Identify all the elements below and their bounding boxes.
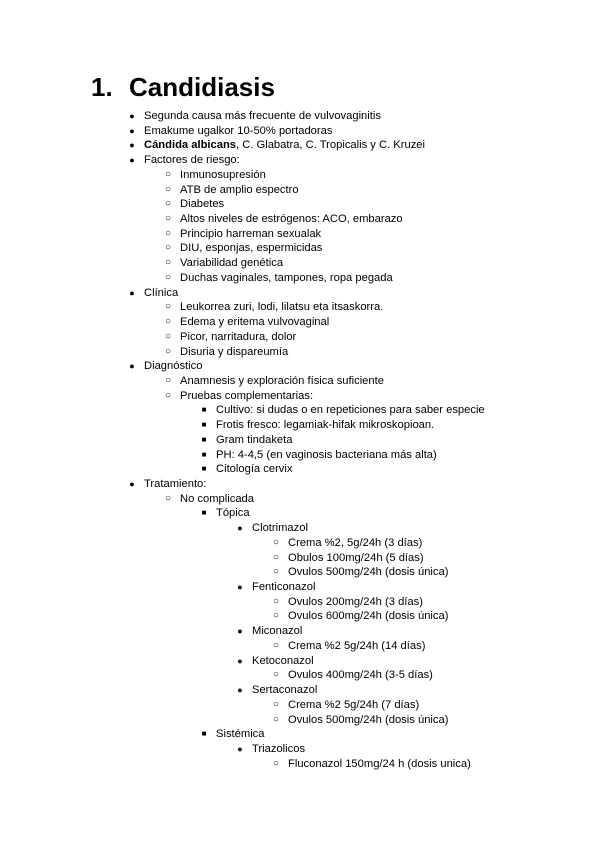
list-item-text: Fenticonazol (252, 581, 316, 594)
square-bullet-icon: ■ (201, 729, 207, 739)
list-item (216, 433, 292, 448)
circle-bullet-icon: ○ (164, 168, 172, 180)
list-item (216, 506, 250, 521)
list-item-text: Anamnesis y exploración física suficiente (180, 374, 384, 387)
list-item-text: Ketoconazol (252, 654, 314, 667)
list-item (288, 595, 423, 610)
list-item (180, 389, 313, 404)
heading-title: Candidiasis (129, 72, 275, 102)
list-item (252, 742, 305, 757)
list-item (288, 565, 448, 580)
list-item (180, 227, 321, 242)
page-title (91, 70, 275, 104)
list-item (216, 448, 437, 463)
disc-bullet-icon: ● (237, 582, 243, 593)
circle-bullet-icon: ○ (272, 757, 280, 769)
circle-bullet-icon: ○ (164, 492, 172, 504)
list-item-text: Crema %2 5g/24h (7 días) (288, 698, 420, 711)
square-bullet-icon: ■ (201, 405, 207, 415)
list-item (288, 757, 471, 772)
list-item (288, 609, 448, 624)
circle-bullet-icon: ○ (164, 389, 172, 401)
square-bullet-icon: ■ (201, 420, 207, 430)
circle-bullet-icon: ○ (164, 330, 172, 342)
disc-bullet-icon: ● (129, 111, 135, 121)
list-item-text: Leukorrea zuri, lodi, lilatsu eta itsaskorra. (180, 301, 384, 314)
list-item-text: Duchas vaginales, tampones, ropa pegada (180, 271, 393, 284)
list-item (216, 727, 265, 742)
disc-bullet-icon: ● (129, 155, 135, 166)
circle-bullet-icon: ○ (164, 316, 172, 328)
list-item (252, 624, 302, 639)
list-item-text: Clotrimazol (252, 522, 308, 535)
list-item-text: Altos niveles de estrógenos: ACO, embarazo (180, 213, 403, 226)
disc-bullet-icon: ● (129, 287, 135, 298)
list-item-text: Ovulos 400mg/24h (3-5 días) (288, 669, 433, 682)
list-item-text: Picor, narritadura, dolor (180, 330, 297, 343)
list-item (288, 713, 448, 728)
list-item (180, 492, 254, 507)
list-item (144, 109, 381, 124)
disc-bullet-icon: ● (129, 125, 135, 136)
list-item-text: Diagnóstico (144, 360, 203, 373)
circle-bullet-icon: ○ (164, 257, 172, 269)
disc-bullet-icon: ● (237, 685, 243, 696)
square-bullet-icon: ■ (201, 464, 207, 474)
list-item (144, 153, 240, 168)
list-item (180, 183, 299, 198)
list-item-text: ATB de amplio espectro (180, 183, 299, 196)
disc-bullet-icon: ● (237, 655, 243, 666)
disc-bullet-icon: ● (129, 361, 135, 372)
circle-bullet-icon: ○ (272, 610, 280, 622)
list-item-text: Triazolicos (252, 742, 306, 755)
list-item (180, 212, 403, 227)
list-item (180, 345, 288, 360)
list-item-text: Disuria y dispareumía (180, 345, 289, 358)
list-item-text: No complicada (180, 492, 254, 505)
list-item-text: Pruebas complementarias: (180, 389, 314, 402)
list-item-text: Clínica (144, 286, 179, 299)
list-item (288, 551, 424, 566)
list-item (252, 580, 315, 595)
list-item-bold-text: Cándida albicans (144, 139, 237, 152)
list-item-text: Citología cervix (216, 463, 293, 476)
list-item (180, 374, 384, 389)
list-item (252, 654, 314, 669)
list-item (288, 668, 433, 683)
list-item-text: Factores de riesgo: (144, 154, 240, 167)
square-bullet-icon: ■ (201, 449, 207, 459)
list-item-text: Diabetes (180, 198, 225, 211)
circle-bullet-icon: ○ (164, 271, 172, 283)
circle-bullet-icon: ○ (272, 639, 280, 651)
list-item-text: , C. Glabatra, C. Tropicalis y C. Kruzei (236, 139, 426, 152)
list-item (144, 477, 206, 492)
list-item (288, 639, 425, 654)
list-item-text: Obulos 100mg/24h (5 días) (288, 551, 424, 564)
list-item (216, 462, 292, 477)
circle-bullet-icon: ○ (164, 183, 172, 195)
list-item-text: Segunda causa más frecuente de vulvovaginitis (144, 110, 381, 122)
list-item-text: Emakume ugalkor 10-50% portadoras (144, 124, 333, 137)
list-item-text: Gram tindaketa (216, 433, 293, 446)
list-item (180, 197, 224, 212)
list-item (252, 683, 317, 698)
square-bullet-icon: ■ (201, 508, 207, 518)
list-item-text: Sertaconazol (252, 684, 318, 697)
list-item-text: Principio harreman sexualak (180, 227, 322, 240)
circle-bullet-icon: ○ (272, 669, 280, 681)
list-item-text: Cultivo: si dudas o en repeticiones para saber especie (216, 404, 485, 417)
list-item (144, 138, 425, 153)
list-item (144, 286, 178, 301)
list-item-text: Ovulos 600mg/24h (dosis única) (288, 610, 449, 623)
list-item-text: Miconazol (252, 625, 303, 638)
circle-bullet-icon: ○ (164, 213, 172, 225)
list-item (144, 124, 332, 139)
disc-bullet-icon: ● (237, 743, 243, 754)
list-item-text: DIU, esponjas, espermicidas (180, 242, 323, 255)
list-item (180, 315, 329, 330)
list-item-text: Inmunosupresión (180, 168, 266, 181)
heading-number: 1. (91, 72, 113, 102)
list-item (252, 521, 308, 536)
list-item (180, 241, 322, 256)
list-item-text: Crema %2, 5g/24h (3 días) (288, 536, 423, 549)
circle-bullet-icon: ○ (272, 536, 280, 548)
list-item-text: Edema y eritema vulvovaginal (180, 316, 330, 329)
list-item-text: Sistémica (216, 728, 265, 741)
disc-bullet-icon: ● (237, 626, 243, 637)
list-item (288, 536, 422, 551)
list-item-text: Tópica (216, 507, 250, 520)
circle-bullet-icon: ○ (272, 698, 280, 710)
list-item (180, 271, 393, 286)
circle-bullet-icon: ○ (272, 595, 280, 607)
disc-bullet-icon: ● (237, 523, 243, 534)
circle-bullet-icon: ○ (272, 551, 280, 563)
list-item-text: Ovulos 200mg/24h (3 días) (288, 595, 423, 608)
list-item (216, 403, 485, 418)
list-item-text: Crema %2 5g/24h (14 días) (288, 639, 426, 652)
list-item-text: Ovulos 500mg/24h (dosis única) (288, 566, 449, 579)
circle-bullet-icon: ○ (272, 566, 280, 578)
list-item (180, 330, 296, 345)
circle-bullet-icon: ○ (164, 242, 172, 254)
list-item-text: Tratamiento: (144, 478, 207, 490)
list-item-text: Ovulos 500mg/24h (dosis única) (288, 713, 449, 726)
list-item (288, 698, 419, 713)
list-item (180, 256, 283, 271)
list-item-text: PH: 4-4,5 (en vaginosis bacteriana más alta) (216, 448, 437, 461)
disc-bullet-icon: ● (129, 479, 135, 489)
circle-bullet-icon: ○ (164, 227, 172, 239)
disc-bullet-icon: ● (129, 140, 135, 151)
circle-bullet-icon: ○ (164, 345, 172, 357)
list-item (216, 418, 434, 433)
list-item-text: Variabilidad genética (180, 257, 284, 270)
circle-bullet-icon: ○ (164, 301, 172, 313)
list-item-text: Frotis fresco: legamiak-hifak mikroskopioan. (216, 419, 435, 432)
list-item (180, 168, 266, 183)
list-item (144, 359, 202, 374)
circle-bullet-icon: ○ (164, 374, 172, 386)
list-item-text: Fluconazol 150mg/24 h (dosis unica) (288, 757, 471, 770)
list-item (180, 300, 383, 315)
square-bullet-icon: ■ (201, 434, 207, 444)
circle-bullet-icon: ○ (164, 198, 172, 210)
circle-bullet-icon: ○ (272, 713, 280, 725)
